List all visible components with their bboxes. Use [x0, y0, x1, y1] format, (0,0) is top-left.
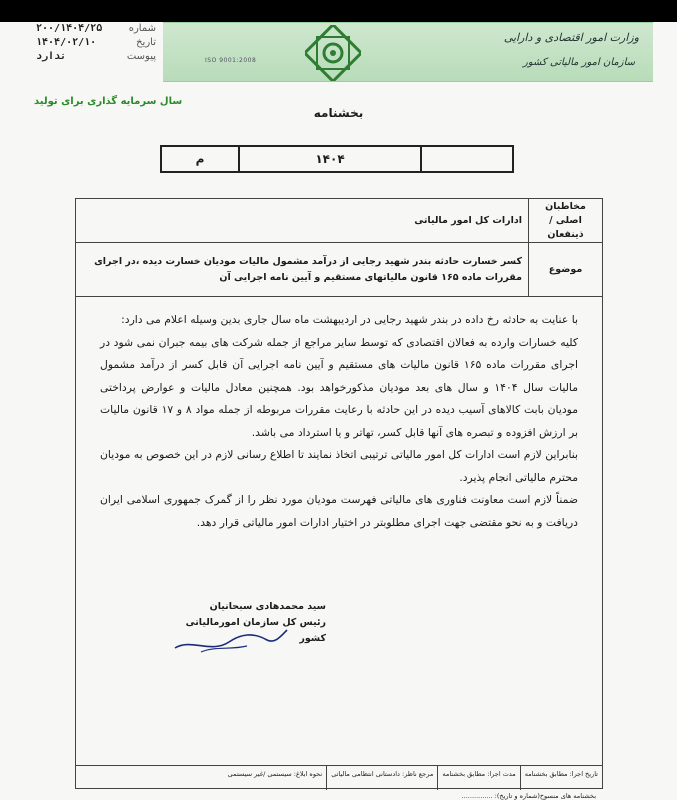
subject-label: موضوع	[528, 243, 602, 296]
number-cell-2: ۱۴۰۴	[238, 147, 420, 171]
recipients-row	[76, 199, 602, 243]
circular-body-box	[75, 198, 603, 800]
meta-attach-value: ندارد	[36, 51, 67, 62]
meta-number-value: ۲۰۰/۱۴۰۴/۲۵	[36, 23, 103, 34]
meta-attach-row	[36, 50, 156, 64]
number-cell-1	[420, 147, 512, 171]
year-slogan: سال سرمایه گذاری برای تولید	[34, 96, 183, 107]
meta-date-row	[36, 36, 156, 50]
body-paragraph: کلیه خسارات وارده به فعالان اقتصادی که توسط سایر مراجع از جمله شرکت های بیمه جبران نمی شود در اجرای مقررات ماده ۱۶۵ قانون مالیات های مستقیم و آیین نامه اجرایی آن قابل کسر از درآمد مشمول مالیات سال ۱۴۰۴ و سال های بعد مودیان مذکورخواهد بود. همچنین معادل مالیات و عوارض پرداختی مودیان بابت کالاهای آسیب دیده در این حادثه با رعایت مقررات مربوطه از جمله مواد ۸ و ۱۷ قانون مالیات بر ارزش افزوده و تبصره های آنها قابل کسر، تهاتر و یا استرداد می باشد.	[100, 335, 579, 439]
meta-number-row	[36, 22, 156, 36]
letter-sheet	[0, 22, 677, 800]
footer-execution-date: تاریخ اجرا: مطابق بخشنامه	[520, 766, 602, 790]
footer-supervisor: مرجع ناظر: دادستانی انتظامی مالیاتی	[326, 766, 437, 790]
recipients-label: مخاطبان اصلی / ذینفعان	[528, 199, 602, 242]
organization-logo-icon	[305, 25, 361, 81]
document-title: بخشنامه	[313, 106, 364, 120]
footer-execution-period: مدت اجرا: مطابق بخشنامه	[437, 766, 519, 790]
meta-number-label: شماره	[128, 23, 156, 34]
meta-date-value: ۱۴۰۴/۰۲/۱۰	[36, 37, 97, 48]
signatory-name: سید محمدهادی سبحانیان	[209, 601, 326, 612]
body-paragraph: بنابراین لازم است ادارات کل امور مالیاتی ترتیبی اتخاذ نمایند تا اطلاع رسانی لازم در این خصوص به مودیان محترم مالیاتی انجام پذیرد.	[100, 448, 578, 484]
footer-obsolete-circulars: بخشنامه های منسوخ(شماره و تاریخ): ...............	[461, 792, 596, 800]
iso-label: ISO 9001:2008	[205, 57, 257, 64]
handwritten-signature-icon	[171, 624, 291, 656]
body-paragraph: ضمناً لازم است معاونت فناوری های مالیاتی فهرست مودیان مورد نظر را از گمرک جمهوری اسلامی ایران دریافت و به نحو مقتضی جهت اجرای مطلوبتر در اختیار ادارات امور مالیاتی قرار دهد.	[100, 493, 578, 529]
number-cell-3: م	[195, 152, 205, 166]
header-banner	[163, 22, 653, 82]
meta-attach-label: پیوست	[126, 51, 156, 62]
body-paragraph: با عنایت به حادثه رخ داده در بندر شهید رجایی در اردیبهشت ماه سال جاری بدین وسیله اعلام می دارد:	[121, 313, 578, 326]
footer-notification-method: نحوه ابلاغ: سیستمی /غیر سیستمی	[227, 770, 323, 778]
meta-date-label: تاریخ	[136, 37, 156, 48]
letter-meta	[36, 22, 156, 64]
ministry-name: وزارت امور اقتصادی و دارایی	[503, 31, 639, 44]
circular-number-row	[160, 145, 514, 173]
organization-name: سازمان امور مالیاتی کشور	[523, 57, 635, 68]
letter-body	[100, 309, 578, 534]
subject-row	[76, 243, 602, 297]
subject-value: کسر خسارت حادثه بندر شهید رجایی از درآمد مشمول مالیات مودیان خسارت دیده ،در اجرای مقررات ماده ۱۶۵ قانون مالیاتهای مستقیم و آیین نامه اجرایی آن	[94, 255, 522, 283]
signatory-position: رئیس کل سازمان امورمالیاتی کشور	[185, 617, 326, 644]
footer-info-row	[76, 765, 602, 790]
recipients-value: ادارات کل امور مالیاتی	[414, 214, 522, 226]
